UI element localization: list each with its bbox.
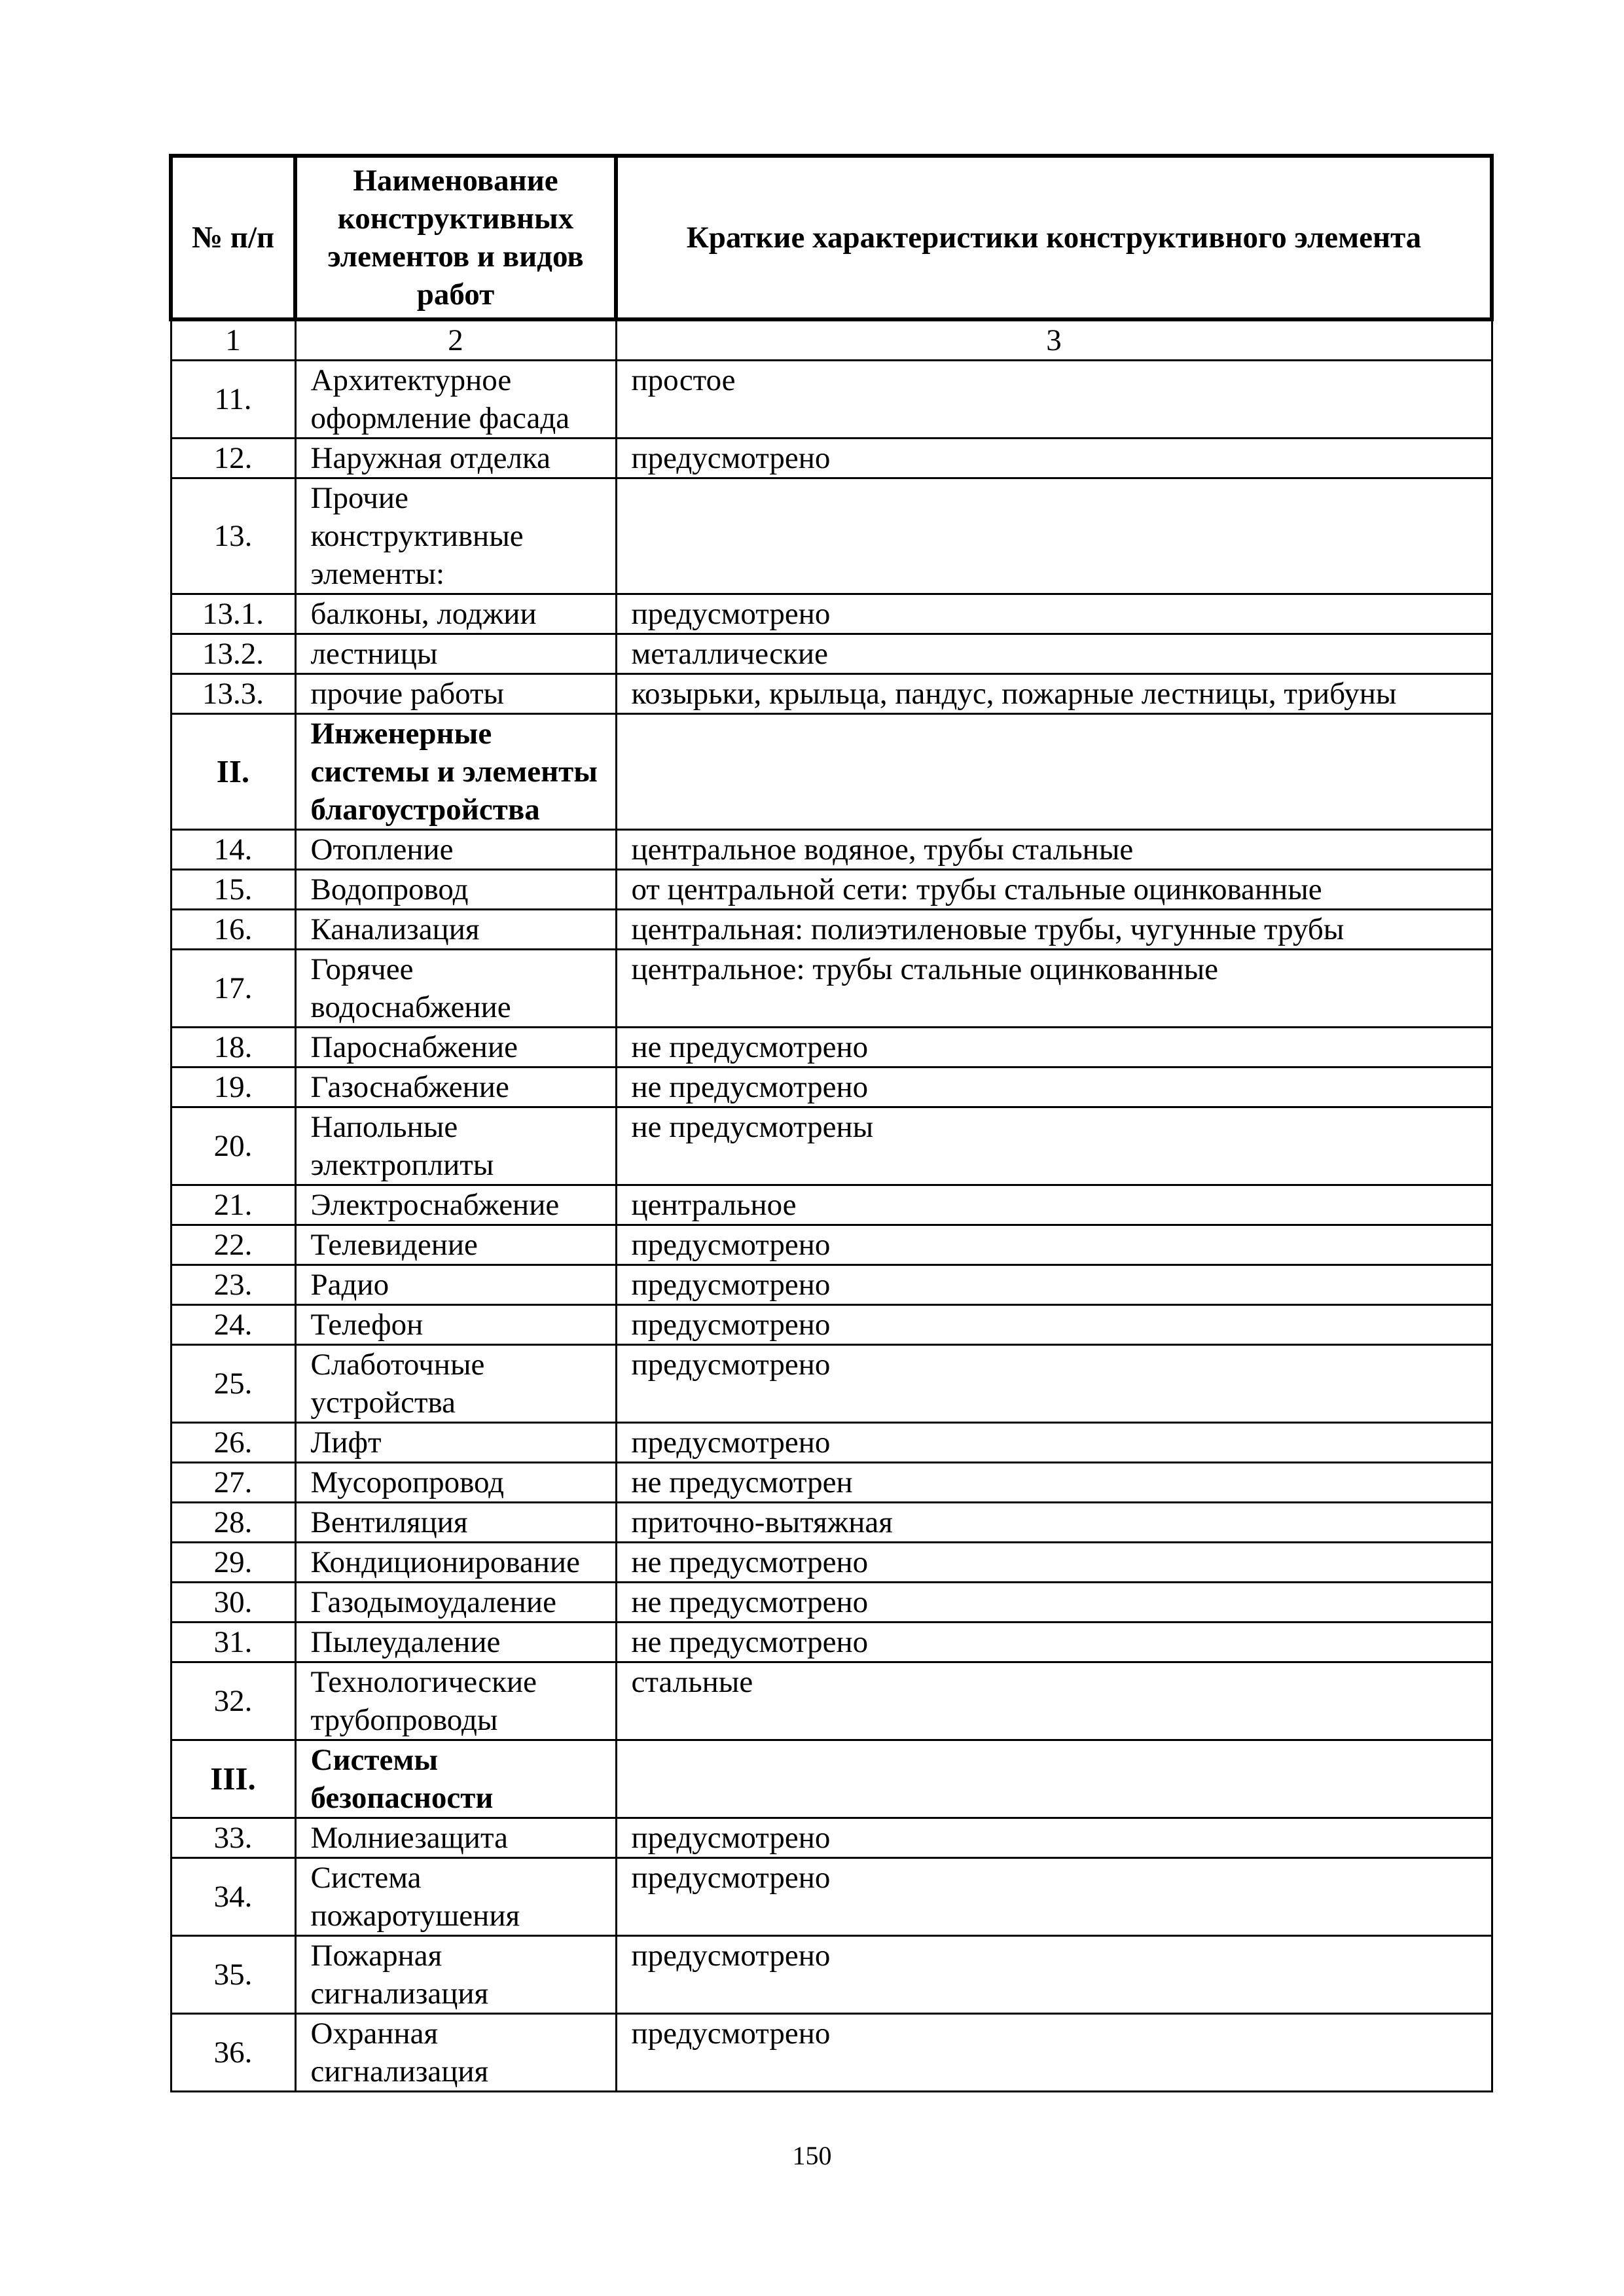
element-name: Слаботочные устройства bbox=[295, 1345, 616, 1423]
characteristic: предусмотрено bbox=[616, 1818, 1492, 1858]
element-name: Горячее водоснабжение bbox=[295, 950, 616, 1028]
table-row bbox=[171, 674, 1492, 714]
table-row bbox=[171, 1345, 1492, 1423]
element-name: Система пожаротушения bbox=[295, 1858, 616, 1936]
row-number: 16. bbox=[171, 910, 295, 950]
element-name: Напольные электроплиты bbox=[295, 1107, 616, 1185]
table-row bbox=[171, 1818, 1492, 1858]
element-name: Пылеудаление bbox=[295, 1623, 616, 1662]
table-row bbox=[171, 870, 1492, 910]
element-name: Мусоропровод bbox=[295, 1463, 616, 1503]
characteristic: центральное: трубы стальные оцинкованные bbox=[616, 950, 1492, 1028]
row-number: II. bbox=[171, 714, 295, 830]
element-name: Охранная сигнализация bbox=[295, 2014, 616, 2092]
table-row bbox=[171, 1185, 1492, 1225]
row-number: 33. bbox=[171, 1818, 295, 1858]
element-name: Архитектурное оформление фасада bbox=[295, 361, 616, 439]
row-number: 13.1. bbox=[171, 594, 295, 634]
characteristic: предусмотрено bbox=[616, 439, 1492, 478]
row-number: 13. bbox=[171, 478, 295, 594]
element-name: Радио bbox=[295, 1265, 616, 1305]
row-number: 14. bbox=[171, 830, 295, 870]
characteristic: предусмотрено bbox=[616, 1265, 1492, 1305]
row-number: 13.2. bbox=[171, 634, 295, 674]
row-number: 35. bbox=[171, 1936, 295, 2014]
characteristic: предусмотрено bbox=[616, 1858, 1492, 1936]
table-row bbox=[171, 1503, 1492, 1543]
element-name: Водопровод bbox=[295, 870, 616, 910]
row-number: 32. bbox=[171, 1662, 295, 1740]
table-row bbox=[171, 1265, 1492, 1305]
header-element-name: Наименование конструктивных элементов и видов работ bbox=[295, 156, 616, 319]
characteristic: центральное bbox=[616, 1185, 1492, 1225]
table-row bbox=[171, 2014, 1492, 2092]
row-number: 24. bbox=[171, 1305, 295, 1345]
characteristic: от центральной сети: трубы стальные оцинкованные bbox=[616, 870, 1492, 910]
row-number: 18. bbox=[171, 1028, 295, 1067]
characteristic bbox=[616, 714, 1492, 830]
row-number: 25. bbox=[171, 1345, 295, 1423]
table-row bbox=[171, 1858, 1492, 1936]
table-row bbox=[171, 1936, 1492, 2014]
element-name: прочие работы bbox=[295, 674, 616, 714]
row-number: 20. bbox=[171, 1107, 295, 1185]
characteristic bbox=[616, 478, 1492, 594]
row-number: 30. bbox=[171, 1583, 295, 1623]
characteristic: предусмотрено bbox=[616, 1305, 1492, 1345]
table-row bbox=[171, 1543, 1492, 1583]
element-name: Прочие конструктивные элементы: bbox=[295, 478, 616, 594]
element-name: балконы, лоджии bbox=[295, 594, 616, 634]
characteristic: центральная: полиэтиленовые трубы, чугунные трубы bbox=[616, 910, 1492, 950]
characteristic: приточно-вытяжная bbox=[616, 1503, 1492, 1543]
characteristic: предусмотрено bbox=[616, 594, 1492, 634]
column-number: 1 bbox=[171, 319, 295, 361]
element-name: Телефон bbox=[295, 1305, 616, 1345]
element-name: лестницы bbox=[295, 634, 616, 674]
table-row bbox=[171, 634, 1492, 674]
row-number: 36. bbox=[171, 2014, 295, 2092]
characteristic: не предусмотрено bbox=[616, 1067, 1492, 1107]
characteristic: металлические bbox=[616, 634, 1492, 674]
element-name: Телевидение bbox=[295, 1225, 616, 1265]
characteristic: предусмотрено bbox=[616, 1936, 1492, 2014]
section-row bbox=[171, 714, 1492, 830]
characteristic: предусмотрено bbox=[616, 1225, 1492, 1265]
characteristic: простое bbox=[616, 361, 1492, 439]
row-number: 26. bbox=[171, 1423, 295, 1463]
row-number: 11. bbox=[171, 361, 295, 439]
element-name: Вентиляция bbox=[295, 1503, 616, 1543]
characteristic: центральное водяное, трубы стальные bbox=[616, 830, 1492, 870]
table-row bbox=[171, 1305, 1492, 1345]
table-row bbox=[171, 478, 1492, 594]
element-name: Кондиционирование bbox=[295, 1543, 616, 1583]
table-row bbox=[171, 594, 1492, 634]
element-name: Лифт bbox=[295, 1423, 616, 1463]
characteristic: не предусмотрено bbox=[616, 1028, 1492, 1067]
element-name: Молниезащита bbox=[295, 1818, 616, 1858]
element-name: Газодымоудаление bbox=[295, 1583, 616, 1623]
page-number: 150 bbox=[792, 2141, 832, 2170]
table-row bbox=[171, 1028, 1492, 1067]
characteristic: предусмотрено bbox=[616, 1345, 1492, 1423]
characteristic bbox=[616, 1740, 1492, 1818]
row-number: 19. bbox=[171, 1067, 295, 1107]
row-number: 31. bbox=[171, 1623, 295, 1662]
column-number-row bbox=[171, 319, 1492, 361]
table-row bbox=[171, 950, 1492, 1028]
element-name: Канализация bbox=[295, 910, 616, 950]
row-number: 29. bbox=[171, 1543, 295, 1583]
header-characteristics: Краткие характеристики конструктивного элемента bbox=[616, 156, 1492, 319]
element-name: Системы безопасности bbox=[295, 1740, 616, 1818]
element-name: Технологические трубопроводы bbox=[295, 1662, 616, 1740]
element-name: Наружная отделка bbox=[295, 439, 616, 478]
table-row bbox=[171, 361, 1492, 439]
characteristic: предусмотрено bbox=[616, 1423, 1492, 1463]
characteristic: стальные bbox=[616, 1662, 1492, 1740]
table-row bbox=[171, 910, 1492, 950]
table-row bbox=[171, 1423, 1492, 1463]
header-number: № п/п bbox=[171, 156, 295, 319]
table-row bbox=[171, 1623, 1492, 1662]
characteristic: не предусмотрено bbox=[616, 1583, 1492, 1623]
table-row bbox=[171, 1583, 1492, 1623]
element-name: Электроснабжение bbox=[295, 1185, 616, 1225]
column-number: 3 bbox=[616, 319, 1492, 361]
table-row bbox=[171, 1463, 1492, 1503]
row-number: 17. bbox=[171, 950, 295, 1028]
row-number: 13.3. bbox=[171, 674, 295, 714]
characteristic: козырьки, крыльца, пандус, пожарные лестницы, трибуны bbox=[616, 674, 1492, 714]
row-number: III. bbox=[171, 1740, 295, 1818]
header-row bbox=[171, 156, 1492, 319]
table-body bbox=[171, 361, 1492, 2092]
table-row bbox=[171, 439, 1492, 478]
row-number: 27. bbox=[171, 1463, 295, 1503]
table-row bbox=[171, 1067, 1492, 1107]
row-number: 23. bbox=[171, 1265, 295, 1305]
table-row bbox=[171, 1107, 1492, 1185]
element-name: Отопление bbox=[295, 830, 616, 870]
table-row bbox=[171, 1662, 1492, 1740]
row-number: 21. bbox=[171, 1185, 295, 1225]
row-number: 22. bbox=[171, 1225, 295, 1265]
characteristic: предусмотрено bbox=[616, 2014, 1492, 2092]
row-number: 12. bbox=[171, 439, 295, 478]
element-name: Газоснабжение bbox=[295, 1067, 616, 1107]
section-row bbox=[171, 1740, 1492, 1818]
row-number: 15. bbox=[171, 870, 295, 910]
characteristic: не предусмотрено bbox=[616, 1623, 1492, 1662]
table-row bbox=[171, 830, 1492, 870]
characteristic: не предусмотрено bbox=[616, 1543, 1492, 1583]
characteristics-table bbox=[169, 154, 1494, 2092]
element-name: Пожарная сигнализация bbox=[295, 1936, 616, 2014]
row-number: 28. bbox=[171, 1503, 295, 1543]
characteristic: не предусмотрен bbox=[616, 1463, 1492, 1503]
element-name: Пароснабжение bbox=[295, 1028, 616, 1067]
element-name: Инженерные системы и элементы благоустройства bbox=[295, 714, 616, 830]
column-number: 2 bbox=[295, 319, 616, 361]
row-number: 34. bbox=[171, 1858, 295, 1936]
table-row bbox=[171, 1225, 1492, 1265]
characteristic: не предусмотрены bbox=[616, 1107, 1492, 1185]
